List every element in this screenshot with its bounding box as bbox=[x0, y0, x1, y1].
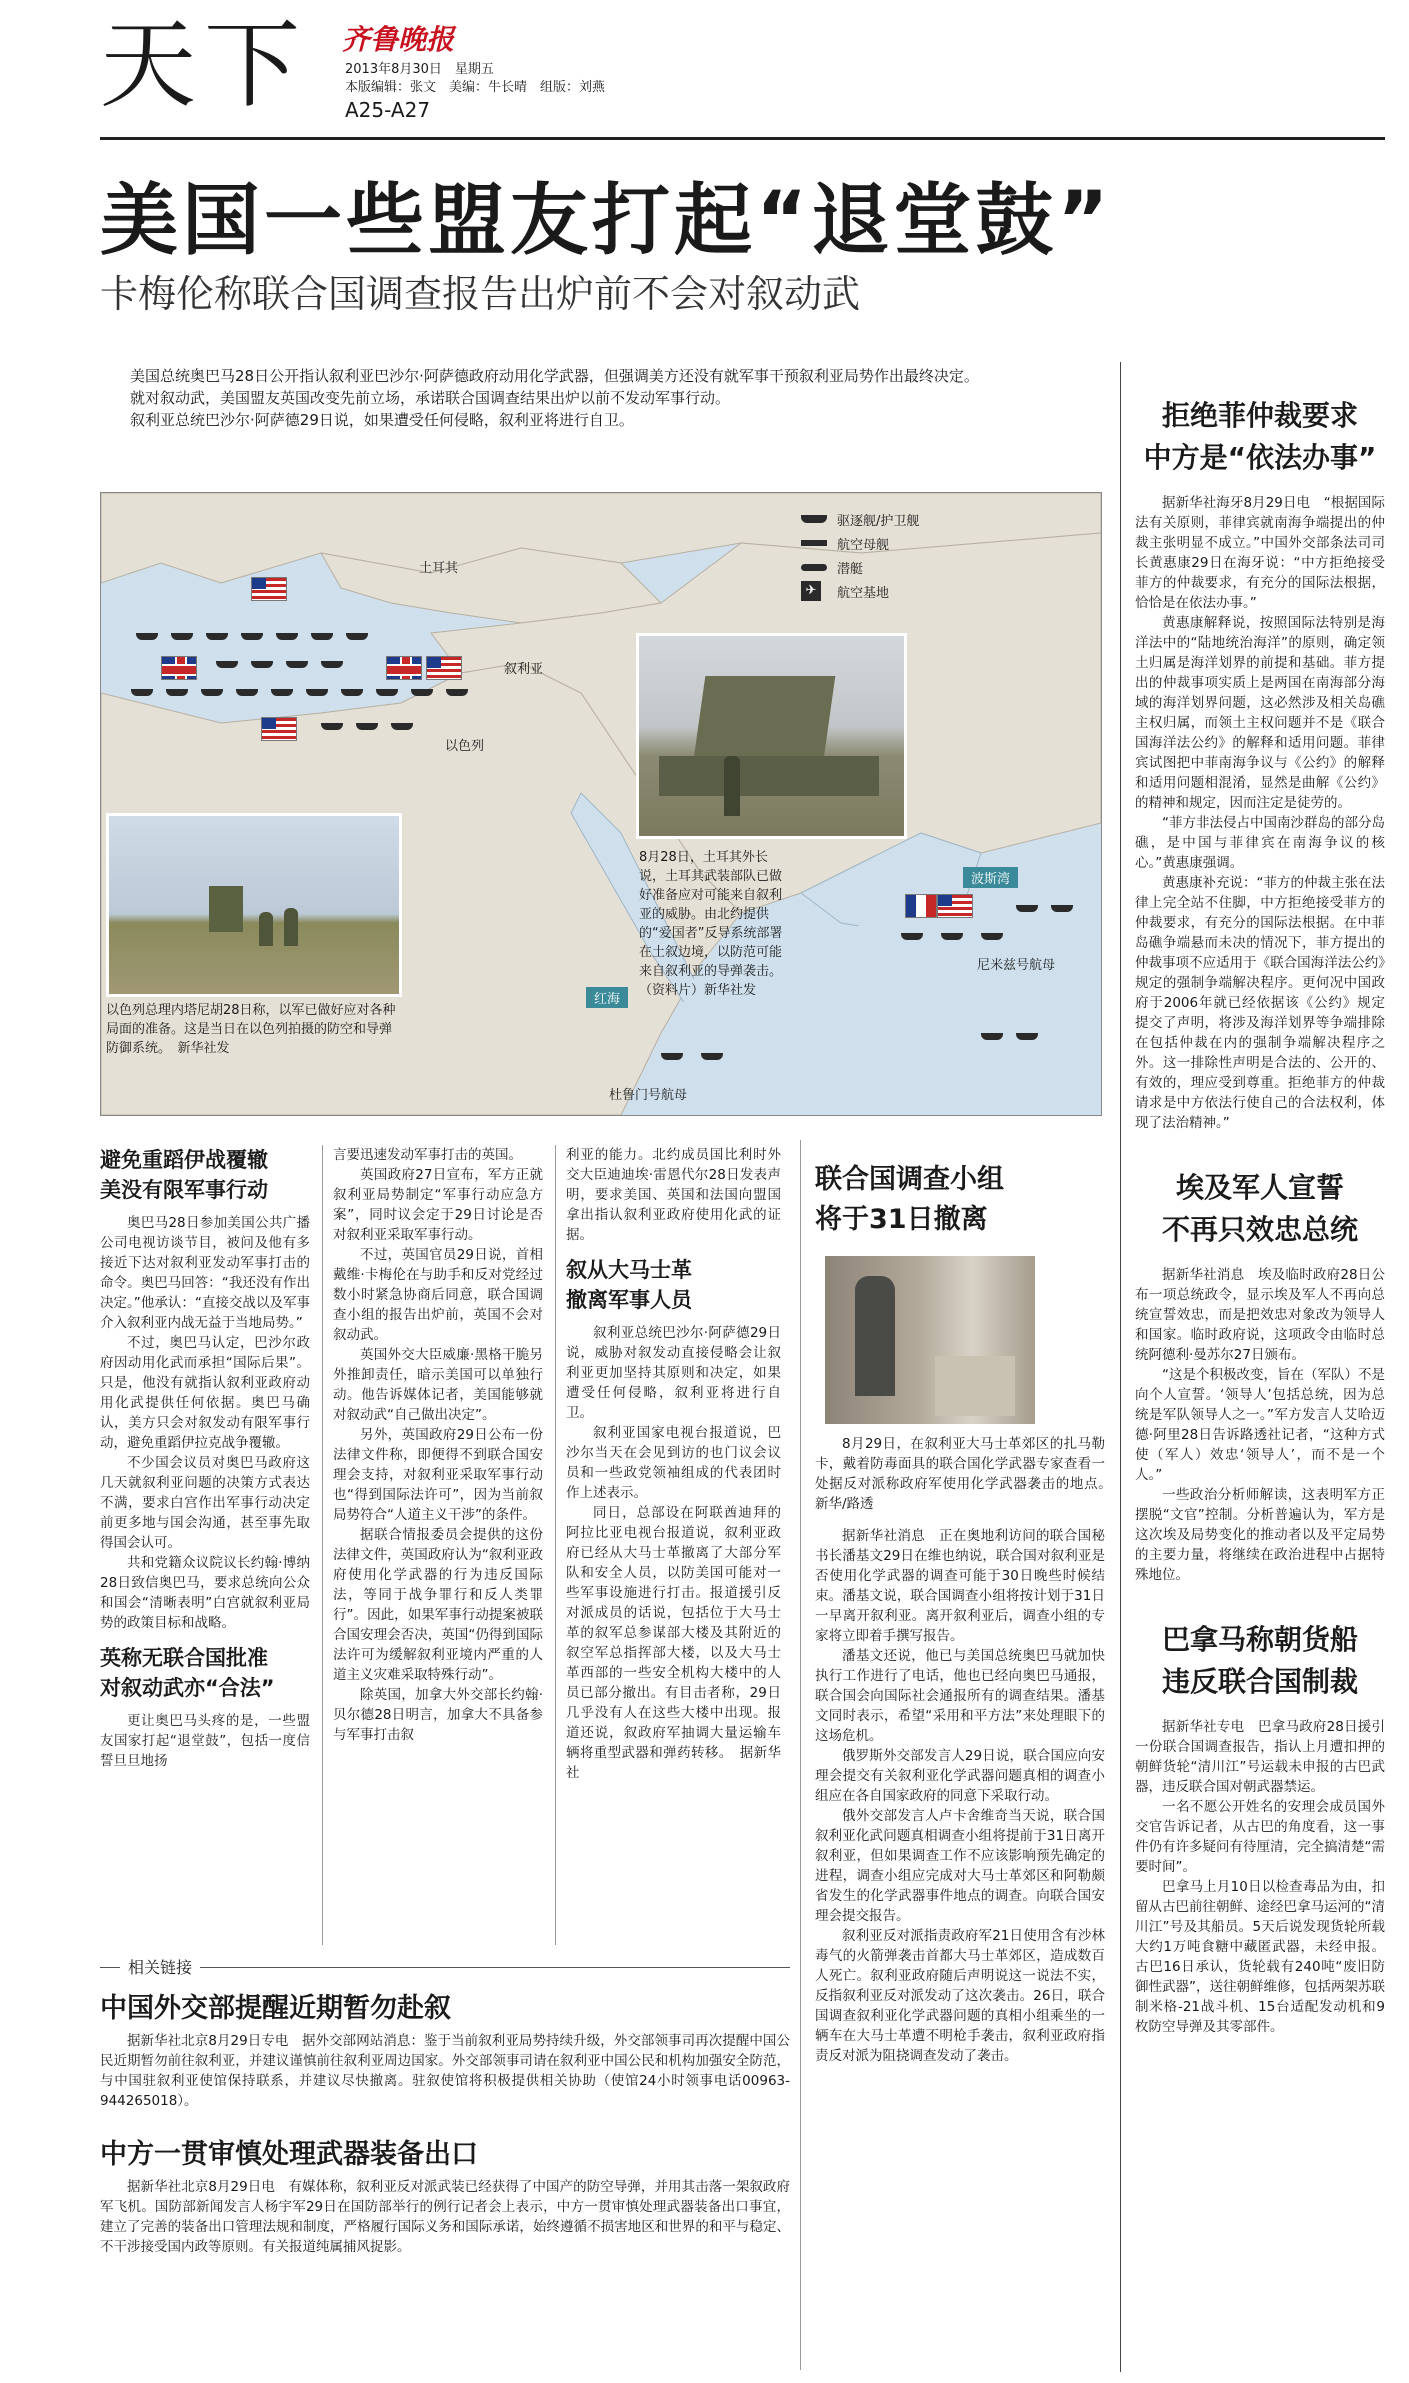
sidebar-paragraph: 一名不愿公开姓名的安理会成员国外交官告诉记者，从古巴的角度看，这一事件仍有许多疑问有待厘清，完全搞清楚“需要时间”。 bbox=[1135, 1799, 1385, 1875]
soldier bbox=[259, 912, 273, 946]
airbase-icon: ✈ bbox=[801, 581, 821, 601]
us-flag bbox=[261, 717, 297, 741]
ship-icon bbox=[216, 661, 238, 668]
story2-paragraph: 俄罗斯外交部发言人29日说，联合国应向安理会提交有关叙利亚化学武器问题真相的调查小组应在各自国家政府的同意下采取行动。 bbox=[815, 1748, 1105, 1804]
carrier-icon bbox=[801, 540, 827, 546]
soldier bbox=[724, 756, 740, 816]
section-title: 天下 bbox=[100, 9, 308, 121]
legend-submarine bbox=[801, 555, 961, 579]
radar-unit bbox=[209, 886, 243, 932]
label-truman: 杜鲁门号航母 bbox=[609, 1088, 688, 1103]
ship-icon bbox=[411, 689, 433, 696]
story1-paragraph: 共和党籍众议院议长约翰·博纳28日致信奥巴马，要求总统向公众和国会“清晰表明”白宫就叙利亚局势的政策目标和战略。 bbox=[100, 1555, 310, 1631]
story1-paragraph: 英国政府27日宣布，军方正就叙利亚局势制定“军事行动应急方案”，同时议会定于29日讨论是否对叙利亚采取军事行动。 bbox=[333, 1167, 543, 1243]
legend-label: 潜艇 bbox=[837, 561, 864, 577]
ship-icon bbox=[661, 1053, 683, 1060]
related-label: 相关链接 bbox=[120, 1955, 200, 1981]
ship-icon bbox=[701, 1053, 723, 1060]
story1-heading: 避免重蹈伊战覆辙 bbox=[100, 1148, 268, 1172]
lead bbox=[100, 365, 1100, 431]
ship-icon bbox=[271, 689, 293, 696]
ship-icon bbox=[286, 661, 308, 668]
ship-icon bbox=[201, 689, 223, 696]
ship-icon bbox=[276, 633, 298, 640]
ship-icon bbox=[241, 633, 263, 640]
label-israel: 以色列 bbox=[445, 739, 485, 754]
story2-paragraph: 潘基文还说，他已与美国总统奥巴马就加快执行工作进行了电话，他也已经向奥巴马通报，联合国会向国际社会通报所有的调查结果。潘基文同时表示，希望“采用和平方法”来处理眼下的这场危机。 bbox=[815, 1648, 1105, 1744]
ship-icon bbox=[131, 689, 153, 696]
ship-icon bbox=[1016, 905, 1038, 912]
ship-icon bbox=[901, 933, 923, 940]
story1-paragraph: 利亚的能力。北约成员国比利时外交大臣迪迪埃·雷恩代尔28日发表声明，要求美国、英国和法国向盟国拿出指认叙利亚政府使用化武的证据。 bbox=[566, 1147, 781, 1243]
ship-icon bbox=[391, 723, 413, 730]
ship-icon bbox=[446, 689, 468, 696]
sidebar bbox=[1135, 395, 1385, 2037]
sidebar-paragraph: 据新华社消息 埃及临时政府28日公布一项总统政令，显示埃及军人不再向总统宣誓效忠，而是把效忠对象改为领导人和国家。临时政府说，这项政令由临时总统阿德利·曼苏尔27日颁布。 bbox=[1135, 1267, 1385, 1363]
rubble bbox=[935, 1356, 1015, 1416]
sidebar-title: 不再只效忠总统 bbox=[1161, 1213, 1358, 1246]
legend-destroyer bbox=[801, 507, 961, 531]
story2 bbox=[815, 1160, 1119, 2066]
masthead-rule bbox=[100, 137, 1385, 140]
ship-icon bbox=[981, 1033, 1003, 1040]
legend-label: 航空基地 bbox=[837, 585, 890, 601]
story2-title: 将于31日撤离 bbox=[815, 1204, 988, 1235]
ship-icon bbox=[171, 633, 193, 640]
story2-photo-caption: 8月29日，在叙利亚大马士革郊区的扎马勒卡，戴着防毒面具的联合国化学武器专家查看一处据反对派称政府军使用化学武器袭击的地点。 新华/路透 bbox=[815, 1436, 1119, 1512]
sidebar-paragraph: “菲方非法侵占中国南沙群岛的部分岛礁，是中国与菲律宾在南海争议的核心。”黄惠康强调。 bbox=[1135, 815, 1385, 871]
story2-title: 联合国调查小组 bbox=[815, 1164, 1004, 1195]
soldier bbox=[284, 908, 298, 946]
ship-icon bbox=[311, 633, 333, 640]
ship-icon bbox=[941, 933, 963, 940]
uk-flag bbox=[386, 656, 422, 680]
photo-israel bbox=[106, 813, 402, 997]
page-numbers: A25-A27 bbox=[345, 98, 431, 122]
editors-line: 本版编辑：张文 美编：牛长晴 组版：刘燕 bbox=[345, 80, 606, 95]
map-graphic bbox=[100, 492, 1102, 1116]
legend-label: 航空母舰 bbox=[837, 537, 890, 553]
masthead bbox=[0, 0, 1409, 140]
label-red-sea: 红海 bbox=[586, 987, 628, 1008]
ship-icon bbox=[346, 633, 368, 640]
label-syria: 叙利亚 bbox=[504, 662, 544, 677]
paper-logo: 齐鲁晚报 bbox=[342, 23, 455, 56]
sidebar-paragraph: 巴拿马上月10日以检查毒品为由，扣留从古巴前往朝鲜、途经巴拿马运河的“清川江”号及其船员。5天后说发现货轮所载大约1万吨食糖中藏匿武器，未经申报。古巴16日承认，货轮载有240吨“废旧防御性武器”，送往朝鲜维修，包括两架苏联制米格-21战斗机、15台适配发动机和9枚防空导弹及其零部件。 bbox=[1135, 1879, 1385, 2035]
story1-paragraph: 同日，总部设在阿联酋迪拜的阿拉比亚电视台报道说，叙利亚政府已经从大马士革撤离了大部分军队和安全人员，以防美国可能对一些军事设施进行打击。报道援引反对派成员的话说，包括位于大马士革的叙军总参谋部大楼及其附近的叙空军总指挥部大楼，以及大马士革西部的一些安全机构大楼中的人员已部分撤出。有目击者称，29日几乎没有人在这些大楼中出现。报道还说，叙政府军抽调大量运输车辆将重型武器和弹药转移。 据新华社 bbox=[566, 1505, 781, 1781]
sidebar-paragraph: 据新华社专电 巴拿马政府28日援引一份联合国调查报告，指认上月遭扣押的朝鲜货轮“清川江”号运载未申报的古巴武器，违反联合国对朝武器禁运。 bbox=[1135, 1719, 1385, 1795]
related-links bbox=[100, 1955, 790, 2257]
legend-airbase bbox=[801, 579, 961, 603]
label-turkey: 土耳其 bbox=[419, 561, 459, 576]
ship-icon bbox=[321, 661, 343, 668]
story1-subheading: 撤离军事人员 bbox=[566, 1288, 692, 1312]
sidebar-title: 埃及军人宣誓 bbox=[1175, 1171, 1344, 1204]
sidebar-title: 巴拿马称朝货船 bbox=[1161, 1623, 1358, 1656]
story1-paragraph: 另外，英国政府29日公布一份法律文件称，即便得不到联合国安理会支持，对叙利亚采取军事行动也“得到国际法许可”，因为当前叙局势符合“人道主义干涉”的条件。 bbox=[333, 1427, 543, 1523]
column-divider bbox=[800, 1140, 801, 2370]
submarine-icon bbox=[801, 564, 827, 571]
truck bbox=[659, 756, 879, 796]
story2-photo bbox=[825, 1256, 1035, 1424]
sidebar-paragraph: 黄惠康解释说，按照国际法特别是海洋法中的“陆地统治海洋”的原则，确定领土归属是海洋划界的前提和基础。菲方提出的仲裁事项实质上是两国在南海部分海域的海洋划界问题，这必然涉及相关岛礁主权归属，而领土主权问题并不是《联合国海洋法公约》的解释和适用问题。菲律宾试图把中菲南海争议与《公约》的解释和适用问题相混淆，显然是曲解《公约》的精神和规定，因而注定是徒劳的。 bbox=[1135, 615, 1385, 811]
story1-paragraph: 除英国，加拿大外交部长约翰·贝尔德28日明言，加拿大不具备参与军事打击叙 bbox=[333, 1687, 543, 1743]
ship-icon bbox=[321, 723, 343, 730]
ship-icon bbox=[1051, 905, 1073, 912]
story1-subheading: 叙从大马士革 bbox=[566, 1258, 692, 1282]
lead-paragraph: 叙利亚总统巴沙尔·阿萨德29日说，如果遭受任何侵略，叙利亚将进行自卫。 bbox=[130, 411, 634, 429]
label-nimitz: 尼米兹号航母 bbox=[977, 958, 1056, 973]
story1-paragraph: 言要迅速发动军事打击的英国。 bbox=[333, 1147, 522, 1163]
us-flag bbox=[251, 577, 287, 601]
destroyer-icon bbox=[801, 515, 827, 523]
map-legend bbox=[801, 507, 961, 603]
story2-paragraph: 俄外交部发言人卢卡舍维奇当天说，联合国叙利亚化武问题真相调查小组将提前于31日离开叙利亚，但如果调查工作不应该影响预先确定的进程，调查小组应完成对大马士革郊区和阿勒颇省发生的化学武器事件地点的调查。向联合国安理会提交报告。 bbox=[815, 1808, 1105, 1924]
photo-israel-caption: 以色列总理内塔尼胡28日称，以军已做好应对各种局面的准备。这是当日在以色列拍摄的防空和导弹防御系统。 新华社发 bbox=[106, 1003, 396, 1056]
ship-icon bbox=[376, 689, 398, 696]
ship-icon bbox=[206, 633, 228, 640]
sidebar-title: 中方是“依法办事” bbox=[1143, 441, 1377, 474]
inspector-figure bbox=[855, 1276, 895, 1396]
sidebar-title: 违反联合国制裁 bbox=[1161, 1665, 1358, 1698]
sidebar-title: 拒绝菲仲裁要求 bbox=[1161, 399, 1358, 432]
us-flag bbox=[426, 656, 462, 680]
headline-title: 美国一些盟友打起“退堂鼓” bbox=[100, 176, 1113, 266]
legend-label: 驱逐舰/护卫舰 bbox=[837, 513, 920, 529]
ship-icon bbox=[166, 689, 188, 696]
story1-paragraph: 奥巴马28日参加美国公共广播公司电视访谈节目，被问及他有多接近下达对叙利亚发动军事打击的命令。奥巴马回答：“我还没有作出决定。”他承认：“直接交战以及军事介入叙利亚内战无益于当地局势。” bbox=[100, 1215, 310, 1331]
story1-paragraph: 不过，奥巴马认定，巴沙尔政府因动用化武而承担“国际后果”。只是，他没有就指认叙利亚政府动用化武提供任何依据。奥巴马确认，美方只会对叙发动有限军事行动，避免重蹈伊拉克战争覆辙。 bbox=[100, 1335, 310, 1451]
ship-icon bbox=[306, 689, 328, 696]
related-title: 中方一贯审慎处理武器装备出口 bbox=[100, 2139, 478, 2170]
story1-heading: 美没有限军事行动 bbox=[100, 1178, 268, 1202]
story1-paragraph: 不过，英国官员29日说，首相戴维·卡梅伦在与助手和反对党经过数小时紧急协商后同意，联合国调查小组的报告出炉前，英国不会对叙动武。 bbox=[333, 1247, 543, 1343]
column-divider bbox=[322, 1145, 323, 1945]
story1-col2 bbox=[333, 1145, 543, 1745]
related-body: 据新华社北京8月29日电 有媒体称，叙利亚反对派武装已经获得了中国产的防空导弹，并用其击落一架叙政府军飞机。国防部新闻发言人杨宇军29日在国防部举行的例行记者会上表示，中方一贯审慎处理武器装备出口事宜，建立了完善的装备出口管理法规和制度，严格履行国际义务和国际承诺，始终遵循不损害地区和世界的和平与稳定、不干涉接受国内政等原则。有关报道纯属捕风捉影。 bbox=[100, 2179, 790, 2255]
headline-subtitle: 卡梅伦称联合国调查报告出炉前不会对叙动武 bbox=[100, 272, 861, 316]
ship-icon bbox=[251, 661, 273, 668]
lead-paragraph: 就对叙动武，美国盟友英国改变先前立场，承诺联合国调查结果出炉以前不发动军事行动。 bbox=[130, 389, 731, 407]
photo-turkey bbox=[636, 633, 907, 839]
column-divider bbox=[555, 1145, 556, 1945]
story1-paragraph: 叙利亚总统巴沙尔·阿萨德29日说，威胁对叙发动直接侵略会让叙利亚更加坚持其原则和决定，如果遭受任何侵略，叙利亚将进行自卫。 bbox=[566, 1325, 781, 1421]
legend-carrier bbox=[801, 531, 961, 555]
sidebar-paragraph: 据新华社海牙8月29日电 “根据国际法有关原则，菲律宾就南海争端提出的仲裁主张明显不成立。”中国外交部条法司司长黄惠康29日在海牙说：“中方拒绝接受菲方的仲裁要求，有充分的国际法根据，恰恰是在依法办事。” bbox=[1135, 495, 1385, 611]
sidebar-paragraph: “这是个积极改变，旨在（军队）不是向个人宣誓。‘领导人’包括总统，因为总统是军队领导人之一。”军方发言人艾哈迈德·阿里28日告诉路透社记者，“这种方式使（军人）效忠‘领导人’，而不是一个人。” bbox=[1135, 1367, 1385, 1483]
france-flag bbox=[905, 894, 937, 918]
sidebar-paragraph: 黄惠康补充说：“菲方的仲裁主张在法律上完全站不住脚，中方拒绝接受菲方的仲裁要求，有充分的国际法根据。在中菲岛礁争端悬而未决的情况下，菲方提出的仲裁事项不应适用于《联合国海洋法公约》规定的强制争端解决程序。更何况中国政府于2006年就已经依据该《公约》规定提交了声明，将涉及海洋划界等争端排除在包括仲裁在内的强制争端解决程序之外。这一排除性声明是合法的、公开的、有效的，理应受到尊重。拒绝菲方的仲裁请求是中方依法行使自己的合法权利，体现了法治精神。” bbox=[1135, 875, 1385, 1131]
ship-icon bbox=[236, 689, 258, 696]
story1-paragraph: 更让奥巴马头疼的是，一些盟友国家打起“退堂鼓”，包括一度信誓旦旦地扬 bbox=[100, 1713, 310, 1769]
headline bbox=[100, 175, 1185, 319]
story1-subheading: 对叙动武亦“合法” bbox=[100, 1676, 275, 1700]
photo-turkey-caption: 8月28日，土耳其外长说，土耳其武装部队已做好准备应对可能来自叙利亚的威胁。由北约提供的“爱国者”反导系统部署在土叙边境，以防范可能来自叙利亚的导弹袭击。（资料片）新华社发 bbox=[639, 850, 783, 998]
patriot-launcher bbox=[693, 676, 836, 766]
ship-icon bbox=[1016, 1033, 1038, 1040]
sidebar-divider bbox=[1120, 362, 1121, 2372]
story1-col1 bbox=[100, 1145, 310, 1771]
story1-paragraph: 据联合情报委员会提供的这份法律文件，英国政府认为“叙利亚政府使用化学武器的行为违反国际法，等同于战争罪行和反人类罪行”。因此，如果军事行动提案被联合国安理会否决，英国“仍得到国际法许可为缓解叙利亚境内严重的人道主义灾难采取特殊行动”。 bbox=[333, 1527, 543, 1683]
related-rule bbox=[100, 1967, 790, 1968]
sidebar-paragraph: 一些政治分析师解读，这表明军方正摆脱“文官”控制。分析普遍认为，军方是这次埃及局势变化的推动者以及平定局势的主要力量，将继续在政治进程中占据特殊地位。 bbox=[1135, 1487, 1385, 1583]
story2-paragraph: 叙利亚反对派指责政府军21日使用含有沙林毒气的火箭弹袭击首都大马士革郊区，造成数百人死亡。叙利亚政府随后声明说这一说法不实，反指叙利亚反对派发动了这次袭击。26日，联合国调查叙利亚化学武器问题的真相小组乘坐的一辆车在大马士革遭不明枪手袭击，叙利亚政府指责反对派为阻挠调查发动了袭击。 bbox=[815, 1928, 1105, 2064]
ship-icon bbox=[356, 723, 378, 730]
uk-flag bbox=[161, 656, 197, 680]
ship-icon bbox=[341, 689, 363, 696]
ship-icon bbox=[981, 933, 1003, 940]
related-title: 中国外交部提醒近期暂勿赴叙 bbox=[100, 1993, 451, 2024]
story1-paragraph: 不少国会议员对奥巴马政府这几天就叙利亚问题的决策方式表达不满，要求白宫作出军事行动决定前更多地与国会沟通，甚至事先取得国会认可。 bbox=[100, 1455, 310, 1551]
ship-icon bbox=[136, 633, 158, 640]
story1-paragraph: 叙利亚国家电视台报道说，巴沙尔当天在会见到访的也门议会议员和一些政党领袖组成的代表团时作上述表示。 bbox=[566, 1425, 781, 1501]
date-line: 2013年8月30日 星期五 bbox=[345, 62, 494, 77]
story2-paragraph: 据新华社消息 正在奥地利访问的联合国秘书长潘基文29日在维也纳说，联合国对叙利亚是否使用化学武器的调查可能于30日晚些时候结束。潘基文说，联合国调查小组将按计划于31日一早离开叙利亚。离开叙利亚后，调查小组的专家将立即着手撰写报告。 bbox=[815, 1528, 1105, 1644]
us-flag bbox=[937, 894, 973, 918]
related-body: 据新华社北京8月29日专电 据外交部网站消息：鉴于当前叙利亚局势持续升级，外交部领事司再次提醒中国公民近期暂勿前往叙利亚，并建议谨慎前往叙利亚周边国家。外交部领事司请在叙利亚中国公民和机构加强安全防范，与中国驻叙利亚使馆保持联系，并建议尽快撤离。驻叙使馆将积极提供相关协助（使馆24小时领事电话00963-944265018）。 bbox=[100, 2033, 790, 2109]
story1-col3 bbox=[566, 1145, 781, 1783]
story1-subheading: 英称无联合国批准 bbox=[100, 1646, 268, 1670]
label-persian-gulf: 波斯湾 bbox=[963, 867, 1018, 888]
lead-paragraph: 美国总统奥巴马28日公开指认叙利亚巴沙尔·阿萨德政府动用化学武器，但强调美方还没有就军事干预叙利亚局势作出最终决定。 bbox=[130, 367, 979, 385]
story1-paragraph: 英国外交大臣威廉·黑格干脆另外推卸责任，暗示美国可以单独行动。他告诉媒体记者，美国能够就对叙动武“自己做出决定”。 bbox=[333, 1347, 543, 1423]
